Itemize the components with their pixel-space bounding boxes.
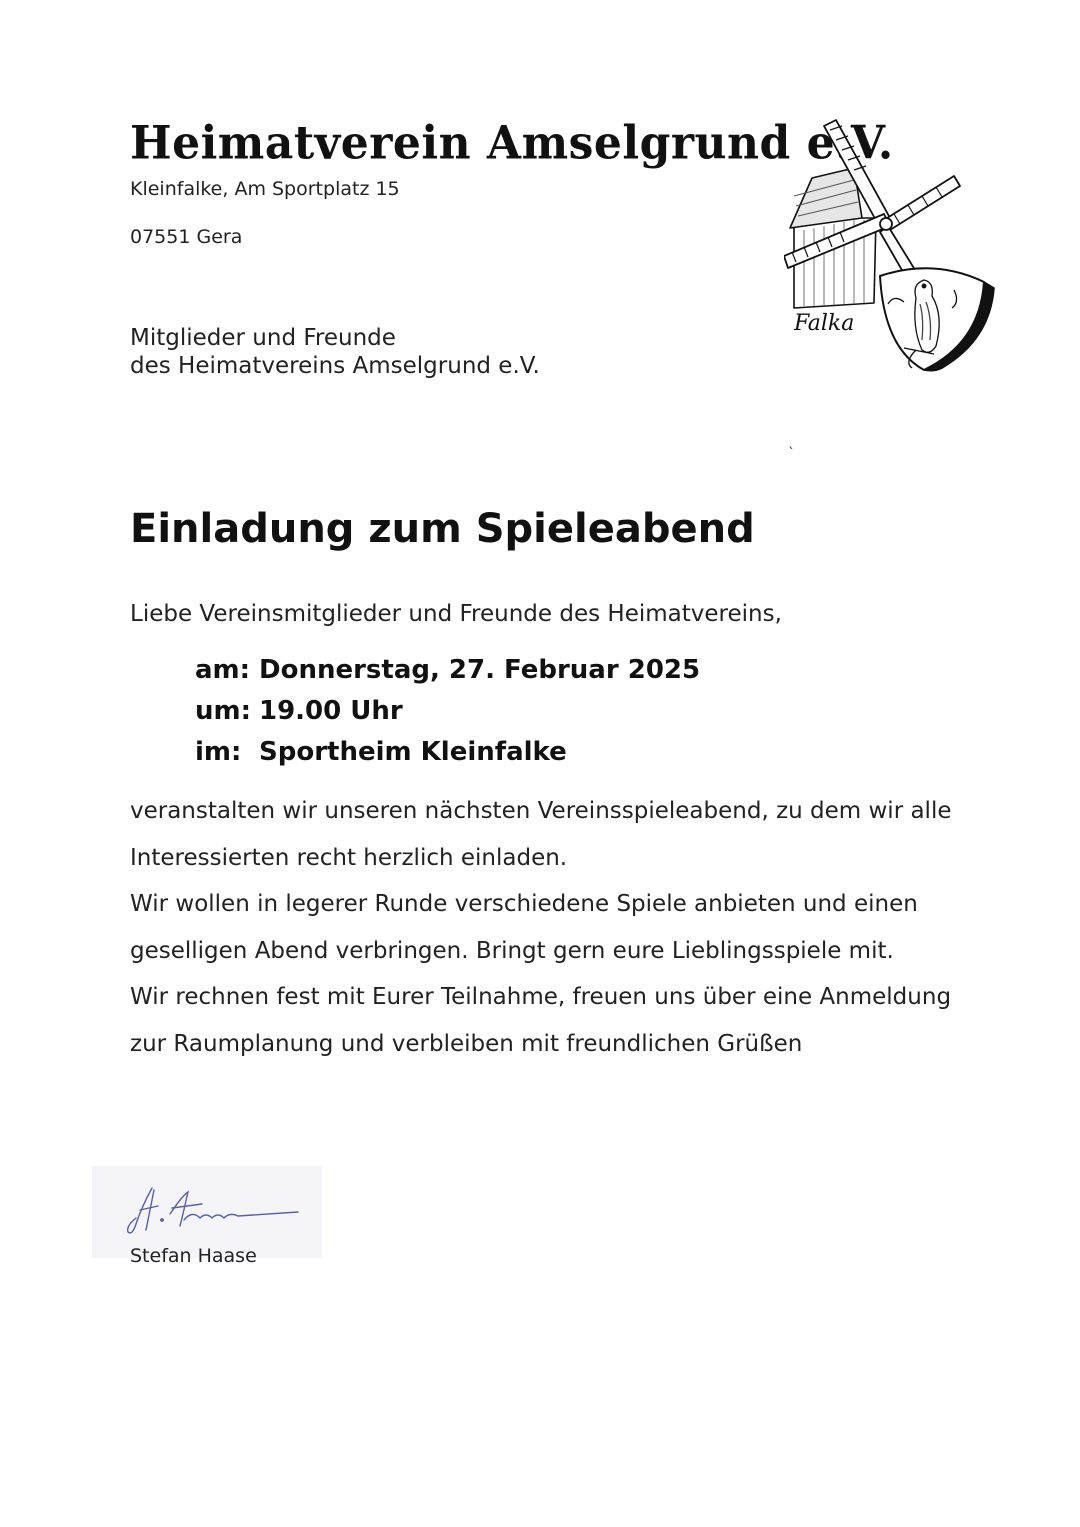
letter-body: [130, 788, 960, 1067]
event-place-label: im:: [195, 737, 242, 767]
address-city: 07551 Gera: [130, 226, 243, 248]
event-time-value: 19.00 Uhr: [259, 696, 403, 726]
event-date-label: am:: [195, 655, 251, 685]
event-date-row: [195, 650, 700, 691]
event-time-row: [195, 691, 700, 732]
body-paragraph-1: veranstalten wir unseren nächsten Vereinsspieleabend, zu dem wir alle Interessierten recht herzlich einladen.: [130, 798, 952, 871]
signatory-name: Stefan Haase: [130, 1245, 257, 1267]
event-time-label: um:: [195, 696, 251, 726]
greeting: Liebe Vereinsmitglieder und Freunde des Heimatvereins,: [130, 601, 782, 627]
event-details: [195, 650, 700, 773]
recipient-line-2: des Heimatvereins Amselgrund e.V.: [130, 353, 540, 379]
address-street: Kleinfalke, Am Sportplatz 15: [130, 178, 400, 200]
event-place-value: Sportheim Kleinfalke: [259, 737, 567, 767]
event-place-row: [195, 732, 700, 773]
windmill-crest-logo: [784, 118, 996, 376]
organization-title: Heimatverein Amselgrund e.V.: [130, 116, 894, 171]
event-date-value: Donnerstag, 27. Februar 2025: [259, 655, 701, 685]
stray-mark: `: [788, 446, 795, 462]
body-paragraph-3: Wir rechnen fest mit Eurer Teilnahme, freuen uns über eine Anmeldung zur Raumplanung und verbleiben mit freundlichen Grüßen: [130, 984, 952, 1057]
recipient-line-1: Mitglieder und Freunde: [130, 325, 396, 351]
logo-lettering: Falka: [794, 311, 855, 336]
recipient-block: [130, 324, 540, 380]
body-paragraph-2: Wir wollen in legerer Runde verschiedene Spiele anbieten und einen geselligen Abend verbringen. Bringt gern eure Lieblingsspiele mit.: [130, 891, 918, 964]
letter-heading: Einladung zum Spieleabend: [130, 506, 755, 552]
